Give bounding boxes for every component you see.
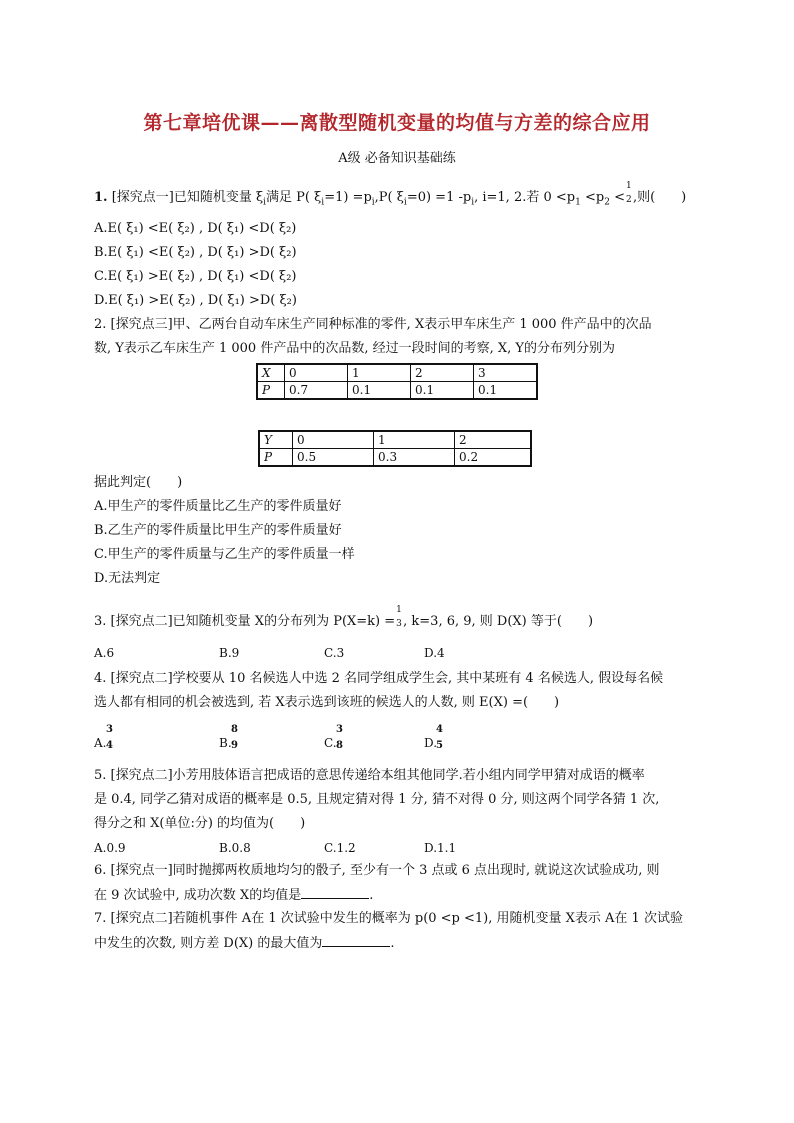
question-2-stem-line-2: 数, Y表示乙车床生产 1 000 件产品中的次品数, 经过一段时间的考察, X, Y的分布列分别为 — [94, 341, 615, 356]
question-4-option-c: C. 3 8 — [324, 724, 343, 751]
question-7-stem-line-1: 7. [探究点二]若随机事件 A在 1 次试验中发生的概率为 p(0 <p <1), 用随机变量 X表示 A在 1 次试验 — [94, 911, 683, 926]
question-2-option-a: A.甲生产的零件质量比乙生产的零件质量好 — [94, 499, 342, 514]
question-6-stem-line-1: 6. [探究点一]同时抛掷两枚质地均匀的骰子, 至少有一个 3 点或 6 点出现时, 就说这次试验成功, 则 — [94, 863, 660, 878]
question-5-option-c: C.1.2 — [324, 841, 356, 855]
question-5-option-a: A.0.9 — [94, 841, 126, 855]
question-5-option-b: B.0.8 — [219, 841, 251, 855]
table-row: Y 0 1 2 — [259, 431, 531, 449]
question-5-stem-line-2: 是 0.4, 同学乙猜对成语的概率是 0.5, 且规定猜对得 1 分, 猜不对得 0 分, 则这两个同学各猜 1 次, — [94, 792, 660, 807]
question-7-stem-line-2: 中发生的次数, 则方差 D(X) 的最大值为 . — [94, 936, 395, 951]
question-6-stem-line-2: 在 9 次试验中, 成功次数 X的均值是 . — [94, 888, 374, 903]
question-2-option-c: C.甲生产的零件质量与乙生产的零件质量一样 — [94, 547, 355, 562]
question-5-stem-line-1: 5. [探究点二]小芳用肢体语言把成语的意思传递给本组其他同学.若小组内同学甲猜对成语的概率 — [94, 768, 645, 783]
table-row: X 0 1 2 3 — [257, 364, 537, 382]
question-1-option-b: B.E( ξ₁) <E( ξ₂) , D( ξ₁) >D( ξ₂) — [94, 245, 297, 260]
section-subtitle: A级 必备知识基础练 — [338, 151, 456, 166]
question-3-option-c: C.3 — [324, 646, 345, 660]
distribution-table-y — [258, 430, 532, 467]
question-2-option-d: D.无法判定 — [94, 571, 161, 586]
question-4-option-d: D. 4 5 — [424, 724, 443, 751]
question-4-stem-line-2: 选人都有相同的机会被选到, 若 X表示选到该班的候选人的人数, 则 E(X) =( ) — [94, 695, 560, 710]
page-title: 第七章培优课——离散型随机变量的均值与方差的综合应用 — [143, 112, 651, 134]
question-1-option-a: A.E( ξ₁) <E( ξ₂) , D( ξ₁) <D( ξ₂) — [94, 221, 297, 236]
answer-blank[interactable] — [301, 886, 369, 899]
question-2-stem-line-1: 2. [探究点三]甲、乙两台自动车床生产同种标准的零件, X表示甲车床生产 1 000 件产品中的次品 — [94, 317, 652, 332]
question-5-option-d: D.1.1 — [424, 841, 457, 855]
question-4-option-b: B. 8 9 — [219, 724, 238, 751]
question-3-option-d: D.4 — [424, 646, 445, 660]
fraction-one-third: 1 3 — [396, 605, 402, 629]
question-2-option-b: B.乙生产的零件质量比甲生产的零件质量好 — [94, 523, 342, 538]
answer-blank[interactable] — [322, 934, 390, 947]
table-row: P 0.7 0.1 0.1 0.1 — [257, 382, 537, 400]
distribution-table-x — [256, 363, 538, 400]
question-1-stem: 1. [探究点一]已知随机变量 $\xi_i$满足 P( $\xi_i=1) =p_i,P$( $\xi_i=0) =1$ $-p_i$, i=1, 2.若 $0 <p_1 <p_2$ < 1 2 ,则( ) — [94, 181, 687, 208]
question-1-option-d: D.E( ξ₁) >E( ξ₂) , D( ξ₁) >D( ξ₂) — [94, 293, 297, 308]
question-2-judge: 据此判定( ) — [94, 475, 183, 490]
question-3-option-a: A.6 — [94, 646, 115, 660]
table-row: P 0.5 0.3 0.2 — [259, 449, 531, 467]
fraction-one-half: 1 2 — [625, 181, 632, 205]
question-4-stem-line-1: 4. [探究点二]学校要从 10 名候选人中选 2 名同学组成学生会, 其中某班有 4 名候选人, 假设每名候 — [94, 671, 664, 686]
question-1-option-c: C.E( ξ₁) >E( ξ₂) , D( ξ₁) <D( ξ₂) — [94, 269, 297, 284]
question-4-option-a: A. 3 4 — [94, 724, 113, 751]
question-5-stem-line-3: 得分之和 X(单位:分) 的均值为( ) — [94, 816, 306, 831]
question-3-stem: 3. [探究点二]已知随机变量 X的分布列为 P(X=k) = 1 3 , k=3, 6, 9, 则 D(X) 等于( ) — [94, 605, 594, 629]
question-3-option-b: B.9 — [219, 646, 240, 660]
